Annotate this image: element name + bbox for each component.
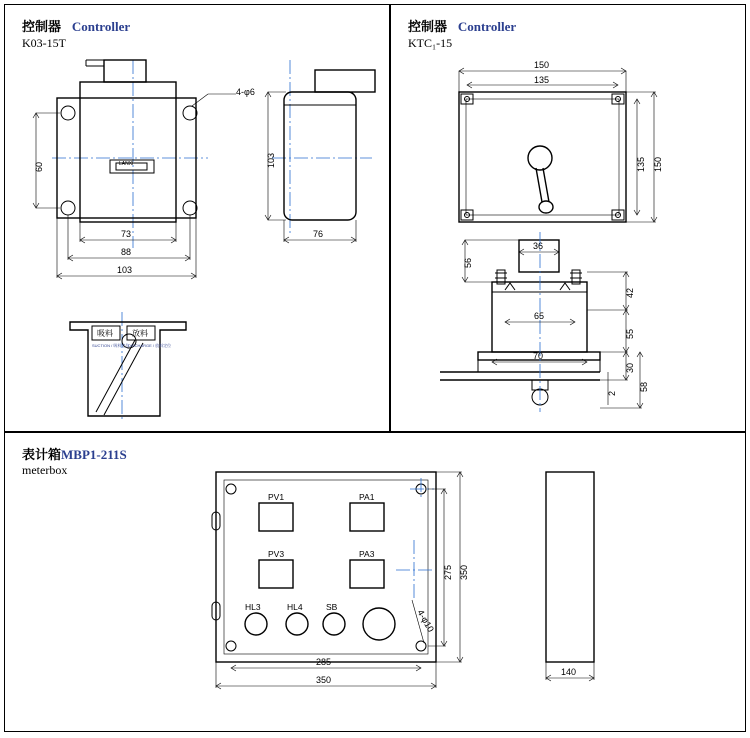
- dim-ktc-55: 55: [625, 328, 635, 339]
- dim-meterbox-350w: 350: [316, 675, 332, 685]
- dim-k03-60: 60: [34, 161, 44, 172]
- bracket-sub-left: SUCTION / 吸料定位: [92, 343, 130, 348]
- dim-k03-88: 88: [121, 247, 132, 257]
- dim-ktc-56: 56: [463, 257, 473, 268]
- bracket-label-right: 放料: [132, 329, 148, 338]
- dim-ktc-30: 30: [625, 362, 635, 373]
- dim-ktc-70: 70: [533, 351, 544, 361]
- dim-meterbox-275: 275: [443, 564, 453, 580]
- dim-k03-103: 103: [117, 265, 133, 275]
- panel-model-k03: K03-15T: [22, 36, 66, 50]
- dim-k03-side-103: 103: [266, 152, 276, 168]
- panel-title-meterbox-cn: 表计箱: [22, 447, 62, 462]
- dim-meterbox-140: 140: [561, 667, 577, 677]
- meter-label-pa3: PA3: [359, 549, 375, 559]
- dim-ktc-42: 42: [625, 287, 635, 298]
- panel-title-meterbox-en: MBP1-211S: [61, 447, 127, 462]
- meter-label-pv3: PV3: [268, 549, 285, 559]
- dim-ktc-135h: 135: [636, 156, 646, 172]
- control-label-hl4: HL4: [287, 602, 303, 612]
- k03-brand-label: LANXI: [119, 161, 134, 167]
- dim-ktc-65: 65: [534, 311, 545, 321]
- dim-ktc-150h: 150: [653, 156, 663, 172]
- bracket-label-left: 吸料: [97, 329, 113, 338]
- bracket-sub-right: DISCHARGE / 放料定位: [128, 343, 172, 348]
- panel-title-ktc-cn: 控制器: [408, 19, 448, 34]
- dim-k03-73: 73: [121, 229, 132, 239]
- dim-ktc-58: 58: [639, 381, 649, 392]
- dim-k03-hole-note: 4-φ6: [236, 87, 255, 97]
- control-label-sb: SB: [326, 602, 338, 612]
- dim-k03-side-76: 76: [313, 229, 324, 239]
- control-label-hl3: HL3: [245, 602, 261, 612]
- panel-title-k03-en: Controller: [71, 19, 131, 34]
- panel-title-ktc-en: Controller: [457, 19, 517, 34]
- panel-model-ktc: KTC₁-15: [408, 36, 453, 50]
- dim-meterbox-350h: 350: [459, 564, 469, 580]
- dim-ktc-2: 2: [607, 390, 617, 396]
- dim-ktc-36: 36: [533, 241, 544, 251]
- dim-meterbox-285: 285: [316, 657, 332, 667]
- meter-label-pv1: PV1: [268, 492, 285, 502]
- dim-ktc-135w: 135: [534, 75, 550, 85]
- panel-title-k03-cn: 控制器: [22, 19, 62, 34]
- meter-label-pa1: PA1: [359, 492, 375, 502]
- dim-meterbox-hole-note: 4-φ10: [415, 608, 436, 634]
- dim-ktc-150w: 150: [534, 60, 550, 70]
- panel-subtitle-meterbox: meterbox: [22, 463, 68, 477]
